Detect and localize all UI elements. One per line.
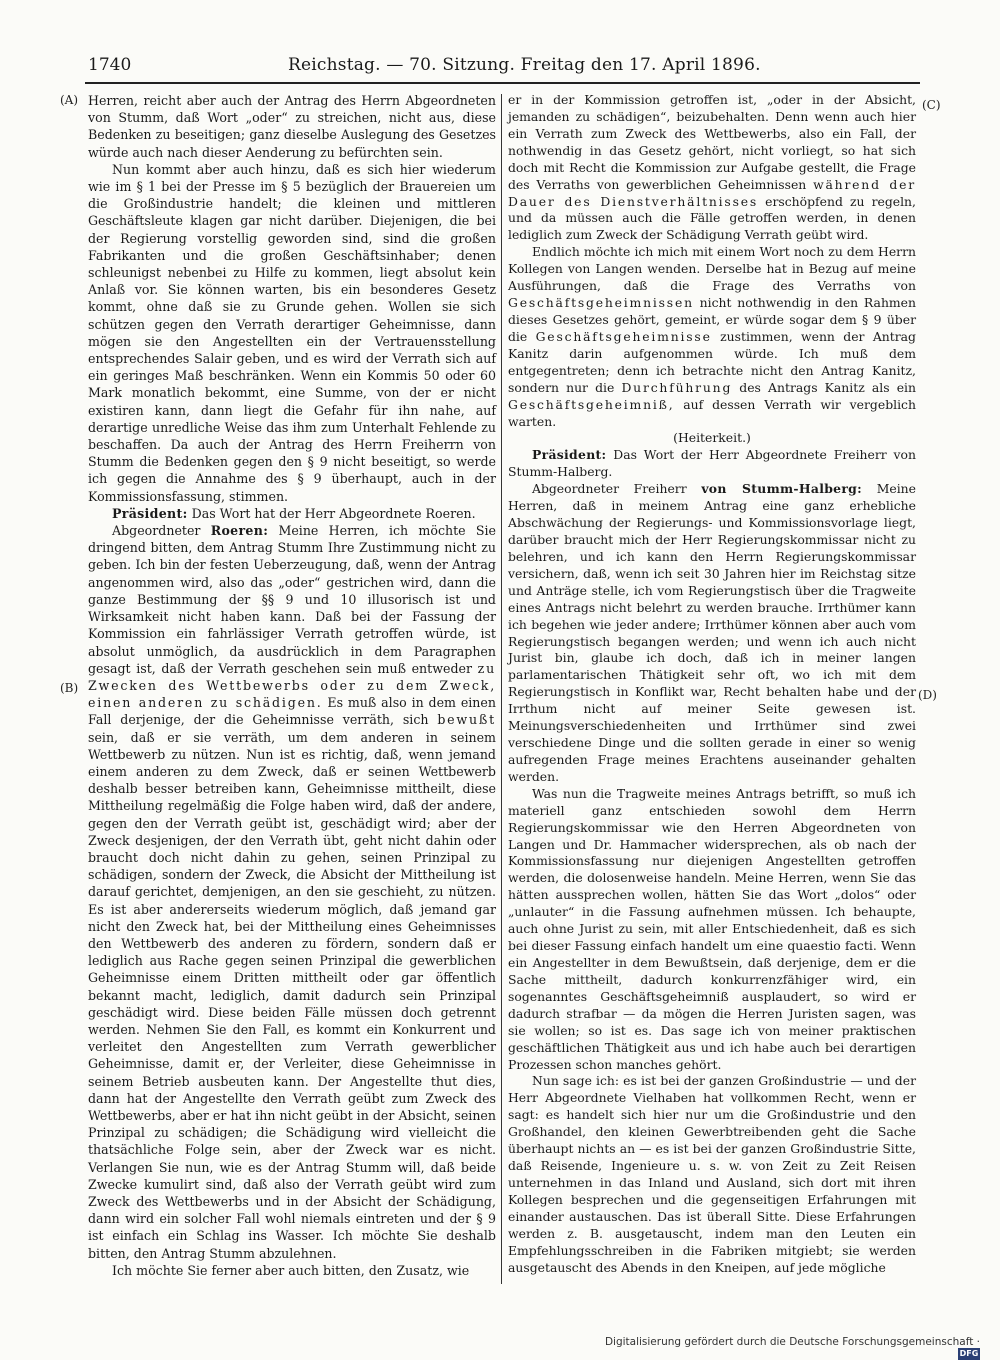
speech-text: Meine Herren, daß in meinem Antrag eine ganz erhebliche Abschwächung der Regierungs- und Kommissionsvorlage liegt, darüber braucht mich der Herr Regierungskommissar nicht zu belehren, und ich kann den Herrn Regierungskommissar versichern, daß, wenn ich seit 30 Jahren hier im Reichstag sitze und Anträge stelle, ich vom Regierungstisch über die Tragweite eines Antrags nicht belehrt zu werden brauche. Irrthümer kann ich begehen wie jeder andere; Irrthümer können aber auch vom Regierungstisch begangen werden; und wenn ich auch nicht Jurist bin, glaube ich doch, daß ich in meiner langen parlamentarischen Thätigkeit sehr oft, wo ich mit dem Regierungstisch in Konflikt war, Recht behalten habe und der Irrthum nicht auf meiner Seite gewesen ist. Meinungsverschiedenheiten und Irrthümer sind zwei verschiedene Dinge und die sollten gerade in einer so wenig aufregenden Frage meines Erachtens auseinander gehalten werden. (508, 481, 916, 784)
dfg-logo: DFG (959, 1349, 979, 1358)
speech-text: er in der Kommission getroffen ist, „oder in der Absicht, jemanden zu schädigen“, beizubehalten. Denn wenn auch hier ein Verrath zum Zweck des Wettbewerbs, also ein Fall, der nothwendig in das Gesetz gehört, nicht vorliegt, so hat sich doch mit Recht die Kommission zur Aufgabe gestellt, die Frage des Verraths von gewerblichen Geheimnissen (508, 92, 916, 192)
reaction-note: (Heiterkeit.) (673, 430, 751, 446)
left-column (88, 92, 496, 1279)
emphasis-text: Geschäftsgeheimnissen (508, 295, 694, 311)
speaker-intro: Abgeordneter Freiherr (532, 481, 687, 497)
header-rule (85, 82, 920, 84)
speech-text: zustimmen, wenn der Antrag Kanitz darin aufgenommen würde. Ich muß dem entgegentreten; denn ich betrachte nicht den Antrag Kanitz, sondern nur die (508, 328, 916, 395)
speech-text: Das Wort der Herr Abgeordnete Freiherr von Stumm-Halberg. (508, 447, 916, 480)
emphasis-text: während der Dauer des Dienstverhältnisses (508, 176, 916, 209)
speech-text: Endlich möchte ich mich mit einem Wort noch zu dem Herrn Kollegen von Langen wenden. Derselbe hat in Bezug auf meine Ausführungen, daß die Frage des Verraths von (508, 244, 916, 294)
margin-marker-b: (B) (60, 681, 79, 695)
speaker-name: Roeren: (210, 523, 269, 539)
emphasis-text: Geschäftsgeheimniß, (508, 396, 675, 412)
speaker-name: Präsident: (112, 505, 188, 521)
speaker-paragraph (508, 481, 916, 786)
column-divider (501, 94, 502, 1284)
running-title: Reichstag. — 70. Sitzung. Freitag den 17. April 1896. (288, 55, 761, 75)
emphasis-text: bewußt (437, 712, 496, 728)
page-header (88, 50, 920, 80)
speech-text: erschöpfend zu regeln, und da müssen auch die Fälle getroffen werden, in denen lediglich zum Zweck der Schädigung Verrath geübt wird. (508, 193, 916, 243)
speaker-intro: Abgeordneter (112, 523, 201, 539)
emphasis-text: Geschäftsgeheimnisse (535, 328, 712, 344)
speech-text: Es muß also in dem einen Fall derjenige, der die Geheimnisse verräth, sich (88, 695, 496, 728)
margin-marker-d: (D) (918, 688, 937, 702)
paragraph: Herren, reicht aber auch der Antrag des Herrn Abgeordneten von Stumm, daß Wort „oder“ zu streichen, nicht aus, diese Bedenken zu beseitigen; ganz dieselbe Auslegung des Gesetzes würde auch nach dieser Aenderung zu befürchten sein. (88, 93, 496, 160)
speech-text: nicht nothwendig in den Rahmen dieses Gesetzes gehört, gemeint, er würde sogar dem § 9 über die (508, 295, 916, 344)
paragraph: Nun sage ich: es ist bei der ganzen Großindustrie — und der Herr Abgeordnete Vielhaben hat vollkommen Recht, wenn er sagt: es handelt sich hier nur um die Großindustrie und den Großhandel, den kleinen Gewerbtreibenden geht die Sache überhaupt nichts an — es ist bei der ganzen Großindustrie Sitte, daß Reisende, Ingenieure u. s. w. von Zeit zu Zeit Reisen unternehmen in das Inland und Ausland, sich dort mit ihren Kollegen besprechen und die gegenseitigen Erfahrungen mit einander austauschen. Das ist überall Sitte. Diese Erfahrungen werden z. B. ausgetauscht, indem man den Leuten ein Empfehlungsschreiben in die Fabriken mitgiebt; sie werden ausgetauscht des Abends in den Kneipen, auf jede mögliche (508, 1073, 916, 1275)
margin-marker-c: (C) (922, 98, 941, 112)
paragraph (508, 92, 916, 244)
speaker-paragraph (88, 505, 496, 522)
paragraph: Nun kommt aber auch hinzu, daß es sich hier wiederum wie im § 1 bei der Presse im § 5 bezüglich der Brauereien um die Großindustrie handelt; die kleinen und mittleren Geschäftsleute klagen gar nicht darüber. Diejenigen, die bei der Regierung vorstellig geworden sind, sind die großen Fabrikanten und die großen Geschäftsinhaber; denen schleunigst nebenbei zu Hilfe zu kommen, liegt absolut kein Anlaß vor. Sie können warten, bis ein besonderes Gesetz kommt, ohne daß sie zu Grunde gehen. Wollen sie sich schützen gegen den Verrath derartiger Geheimnisse, dann mögen sie den Angestellten ein der Vertrauensstellung entsprechendes Salair geben, und es wird der Verrath sich auf ein geringes Maß beschränken. Wenn ein Kommis 50 oder 60 Mark monatlich bekommt, eine Summe, von der er nicht existiren kann, dann liegt die Gefahr für ihn nahe, auf derartige unredliche Weise das ihm zum Unterhalt Fehlende zu beschaffen. Da auch der Antrag des Herrn Freiherrn von Stumm die Bedenken gegen den § 9 nicht beseitigt, so werde ich gegen die Annahme des § 9 überhaupt, auch in der Kommissionsfassung, stimmen. (88, 161, 496, 504)
emphasis-text: zu Zwecken des Wettbewerbs oder zu dem Zweck, einen anderen zu schädigen. (88, 660, 496, 711)
page-number: 1740 (88, 55, 132, 75)
speaker-name: Präsident: (532, 447, 607, 463)
speaker-paragraph (88, 522, 496, 1262)
emphasis-text: Durchführung (621, 379, 733, 395)
right-column (508, 92, 916, 1277)
speech-text: des Antrags Kanitz als ein (739, 379, 916, 395)
paragraph (508, 244, 916, 430)
speech-text: sein, daß er sie verräth, um dem anderen in seinem Wettbewerb zu nützen. Nun ist es richtig, daß, wenn jemand einem anderen zu dem Zweck, daß er seinen Wettbewerb deshalb besser betreiben kann, Geheimnisse mittheilt, diese Mittheilung regelmäßig die Folge haben wird, daß der andere, gegen den der Verrath geübt ist, geschädigt wird; aber der Zweck desjenigen, der den Verrath übt, geht nicht dahin oder braucht doch nicht dahin zu gehen, seinen Prinzipal zu schädigen, sondern der Zweck, die Absicht der Mittheilung ist darauf gerichtet, demjenigen, an den sie geschieht, zu nützen. Es ist aber andererseits wiederum möglich, daß jemand gar nicht den Zweck hat, bei der Mittheilung eines Geheimnisses den Wettbewerb des anderen zu fördern, sondern daß er lediglich aus Rache gegen seinen Prinzipal die gewerblichen Geheimnisse einem Dritten mittheilt oder gar öffentlich bekannt macht, lediglich, damit dadurch sein Prinzipal geschädigt wird. Diese beiden Fälle müssen doch getrennt werden. Nehmen Sie den Fall, es kommt ein Konkurrent und verleitet den Angestellten zum Verrath gewerblicher Geheimnisse, damit er, der Verleiter, diese Geheimnisse in seinem Betrieb ausbeuten kann. Der Angestellte thut dies, dann hat der Angestellte den Verrath geübt zum Zweck des Wettbewerbs, aber er hat ihn nicht geübt in der Absicht, seinen Prinzipal zu schädigen; die Schädigung wird vielleicht die thatsächliche Folge sein, aber der Zweck war es nicht. Verlangen Sie nun, wie es der Antrag Stumm will, daß beide Zwecke kumulirt sind, daß also der Verrath geübt wird zum Zweck des Wettbewerbs und in der Absicht der Schädigung, dann wird ein solcher Fall wohl niemals eintreten und der § 9 ist einfach ein Schlag ins Wasser. Ich möchte Sie deshalb bitten, den Antrag Stumm abzulehnen. (88, 729, 496, 1261)
footer-text: Digitalisierung gefördert durch die Deutsche Forschungsgemeinschaft · (604, 1336, 980, 1348)
digitization-footer (600, 1336, 980, 1358)
speech-text: auf dessen Verrath wir vergeblich warten. (508, 396, 916, 429)
margin-marker-a: (A) (60, 93, 79, 107)
speech-text: Meine Herren, ich möchte Sie dringend bitten, dem Antrag Stumm Ihre Zustimmung nicht zu geben. Ich bin der festen Ueberzeugung, daß, wenn der Antrag angenommen wird, also das „oder“ gestrichen wird, dann die ganze Bestimmung der §§ 9 und 10 illusorisch ist und Wirksamkeit nicht haben kann. Daß bei der Fassung der Kommission ein fahrlässiger Verrath getroffen würde, ist absolut unmöglich, da ausdrücklich in dem Paragraphen gesagt ist, daß der Verrath geschehen sein muß entweder (88, 523, 496, 676)
speaker-name: von Stumm-Halberg: (701, 481, 863, 497)
speaker-paragraph (508, 447, 916, 481)
paragraph: Ich möchte Sie ferner aber auch bitten, den Zusatz, wie (112, 1262, 470, 1278)
speech-text: Das Wort hat der Herr Abgeordnete Roeren. (191, 505, 476, 521)
paragraph: Was nun die Tragweite meines Antrags betrifft, so muß ich materiell ganz entschieden sowohl dem Herrn Regierungskommissar wie den Herren Abgeordneten von Langen und Dr. Hammacher widersprechen, als ob nach der Kommissionsfassung nur diejenigen Angestellten getroffen werden, die dolosenweise handeln. Meine Herren, wenn Sie das hätten aussprechen wollen, hätten Sie das Wort „dolos“ oder „unlauter“ in die Fassung aufnehmen müssen. Ich behaupte, auch ohne Jurist zu sein, mit aller Entschiedenheit, daß es sich bei dieser Fassung einfach handelt um eine quaestio facti. Wenn ein Angestellter in dem Bewußtsein, daß derjenige, dem er die Sache mittheilt, dadurch konkurrenzfähiger wird, ein sogenanntes Geschäftsgeheimniß ausplaudert, so wird er dadurch strafbar — da mögen die Herren Juristen sagen, was sie wollen; so ist es. Das sage ich von meiner praktischen geschäftlichen Thätigkeit aus und ich habe auch bei derartigen Prozessen schon manches gehört. (508, 785, 916, 1072)
